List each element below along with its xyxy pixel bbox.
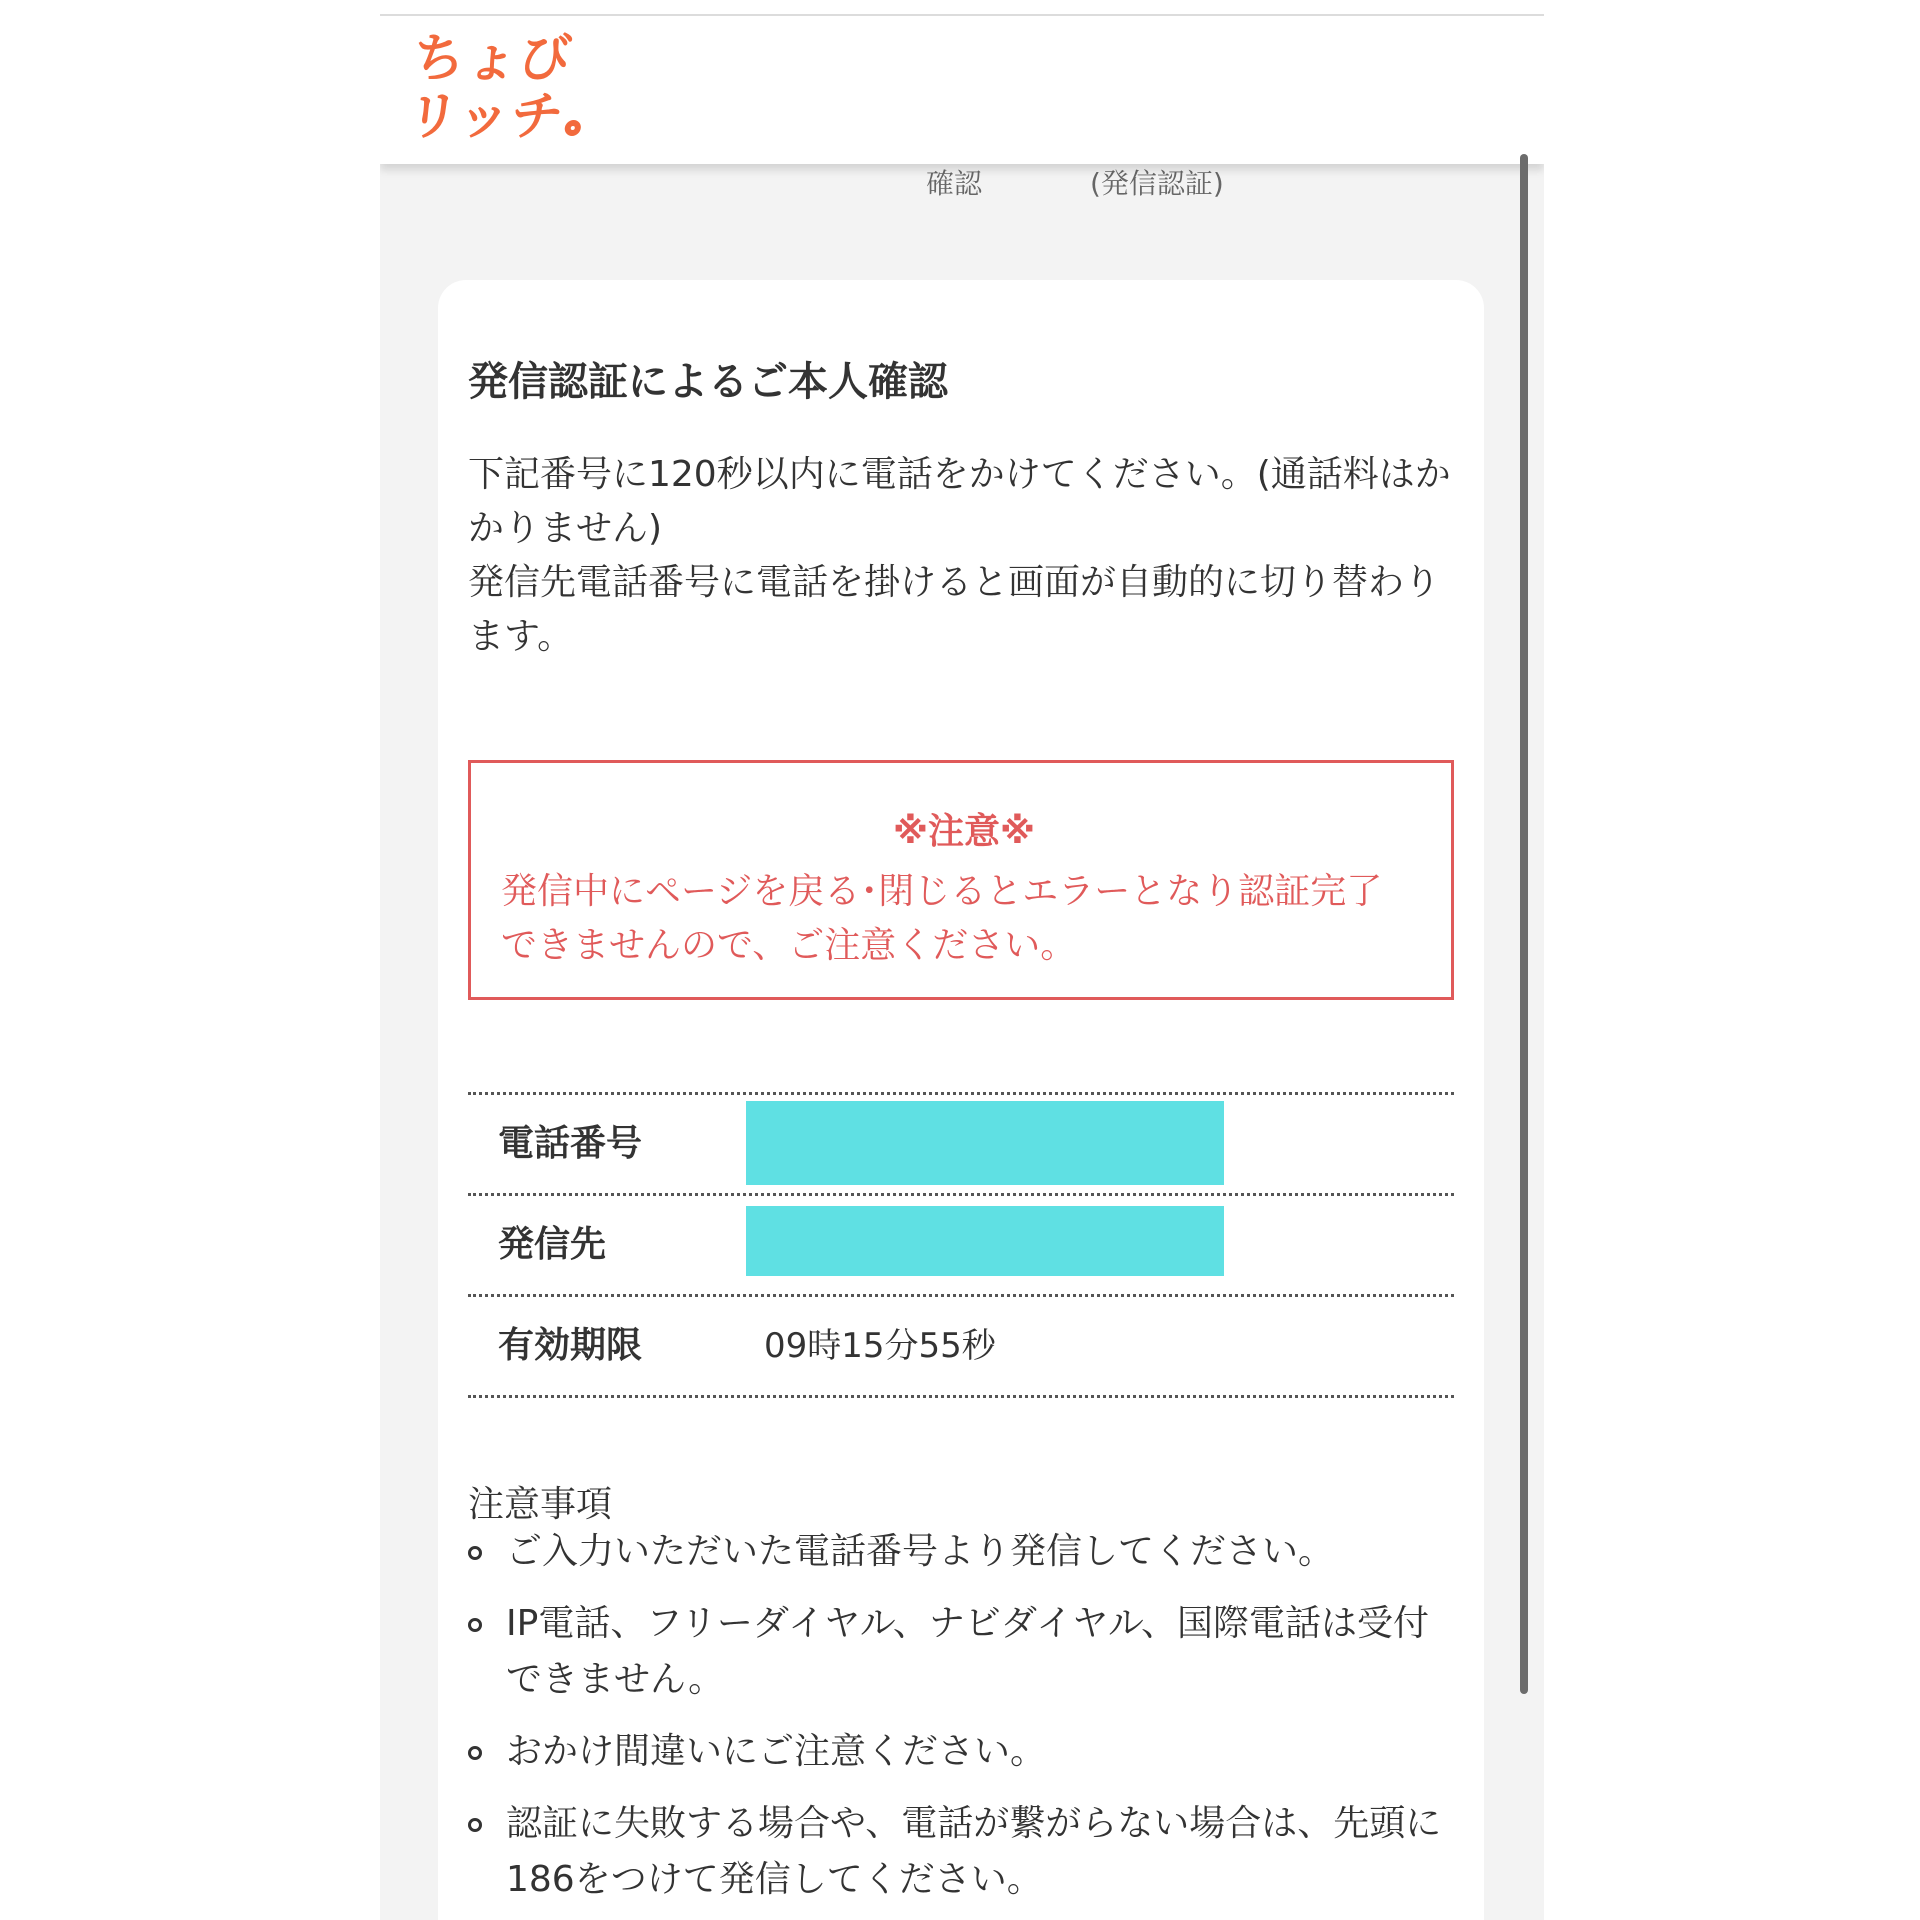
step-label-confirm: 確認 xyxy=(926,167,983,200)
warning-text: 発信中にページを戻る･閉じるとエラーとなり認証完了できませんので、ご注意ください。 xyxy=(501,871,1383,966)
brand-logo[interactable] xyxy=(404,30,591,146)
verification-card xyxy=(438,280,1484,1920)
mobile-viewport xyxy=(380,14,1544,1920)
list-item: 認証に失敗する場合や、電話が繋がらない場合は、先頭に186をつけて発信してください。 xyxy=(468,1796,1458,1908)
redacted-phone-number xyxy=(746,1101,1224,1185)
bullet-icon xyxy=(468,1618,482,1632)
step-indicator xyxy=(380,162,1544,202)
info-row-call-to xyxy=(468,1196,1454,1297)
expiry-value: 09時15分55秒 xyxy=(764,1326,996,1366)
logo-line-1: ちょび xyxy=(409,29,576,89)
warning-box xyxy=(468,760,1454,1000)
phone-number-label: 電話番号 xyxy=(498,1123,643,1164)
info-row-expiry xyxy=(468,1297,1454,1398)
logo-line-2: リッチ xyxy=(404,88,585,146)
notes-heading: 注意事項 xyxy=(468,1484,613,1525)
intro-text xyxy=(468,448,1458,664)
redacted-call-destination xyxy=(746,1206,1224,1276)
list-item: ご入力いただいた電話番号より発信してください。 xyxy=(468,1524,1458,1580)
bullet-icon xyxy=(468,1546,482,1560)
expiry-label: 有効期限 xyxy=(498,1325,643,1366)
info-table xyxy=(468,1092,1454,1398)
top-border xyxy=(380,14,1544,16)
page-title: 発信認証によるご本人確認 xyxy=(468,359,948,405)
intro-line-1: 下記番号に120秒以内に電話をかけてください。(通話料はかかりません) xyxy=(468,454,1451,549)
call-destination-label: 発信先 xyxy=(498,1224,607,1265)
warning-title: ※注意※ xyxy=(893,811,1035,852)
notes-list xyxy=(468,1524,1458,1920)
bullet-icon xyxy=(468,1746,482,1760)
info-row-phone xyxy=(468,1095,1454,1196)
list-item: おかけ間違いにご注意ください。 xyxy=(468,1724,1458,1780)
intro-line-2: 発信先電話番号に電話を掛けると画面が自動的に切り替わります。 xyxy=(468,562,1441,657)
step-label-call-auth: (発信認証) xyxy=(1090,167,1224,200)
list-item: IP電話、フリーダイヤル、ナビダイヤル、国際電話は受付できません。 xyxy=(468,1596,1458,1708)
scrollbar[interactable] xyxy=(1520,154,1528,1694)
site-header xyxy=(380,14,1544,164)
bullet-icon xyxy=(468,1818,482,1832)
